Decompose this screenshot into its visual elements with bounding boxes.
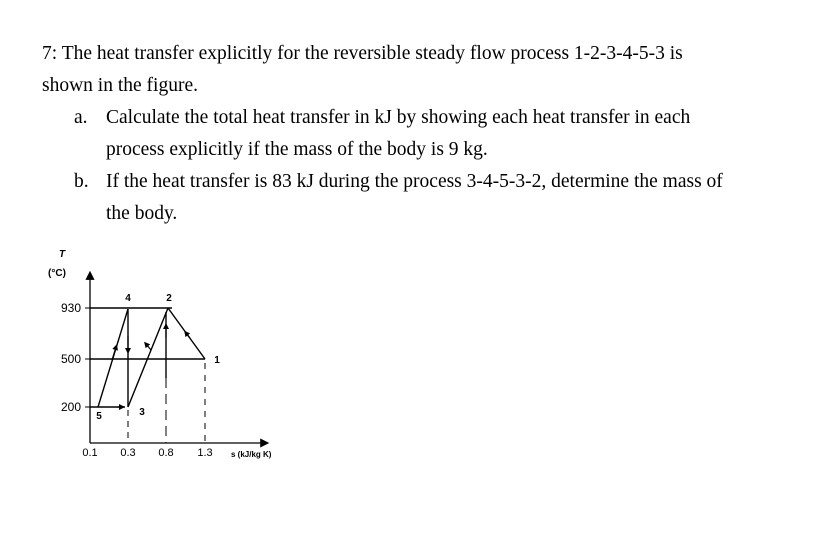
process-3-2 <box>128 308 168 407</box>
state-label-3: 3 <box>139 407 145 418</box>
part-a-line-1: Calculate the total heat transfer in kJ by showing each heat transfer in each <box>106 107 691 128</box>
question-line-1: 7: The heat transfer explicitly for the reversible steady flow process 1-2-3-4-5-3 is <box>42 43 683 64</box>
part-b-line-2: the body. <box>106 203 178 224</box>
x-axis-label: s (kJ/kg K) <box>231 450 272 459</box>
state-label-2: 2 <box>166 293 172 304</box>
part-a-line-2: process explicitly if the mass of the body is 9 kg. <box>106 139 488 160</box>
x-tick-0.1: 0.1 <box>82 447 98 459</box>
arrow-on-5-4 <box>112 347 116 360</box>
x-tick-0.8: 0.8 <box>158 447 174 459</box>
part-b-line-1: If the heat transfer is 83 kJ during the process 3-4-5-3-2, determine the mass of <box>106 171 723 192</box>
y-axis-unit: (°C) <box>48 268 66 279</box>
y-tick-200: 200 <box>60 400 82 414</box>
state-label-4: 4 <box>125 293 131 304</box>
state-label-5: 5 <box>96 411 102 422</box>
x-tick-0.3: 0.3 <box>120 447 136 459</box>
x-tick-1.3: 1.3 <box>197 447 213 459</box>
question-line-2: shown in the figure. <box>42 75 198 96</box>
y-tick-500: 500 <box>60 352 82 366</box>
arrow-on-3-2 <box>146 344 151 350</box>
y-axis-symbol: T <box>58 249 66 260</box>
state-label-1: 1 <box>214 355 220 366</box>
y-tick-930: 930 <box>60 301 82 315</box>
arrow-on-2-1 <box>186 333 190 338</box>
part-b-letter: b. <box>74 171 89 192</box>
part-a-letter: a. <box>74 107 88 128</box>
